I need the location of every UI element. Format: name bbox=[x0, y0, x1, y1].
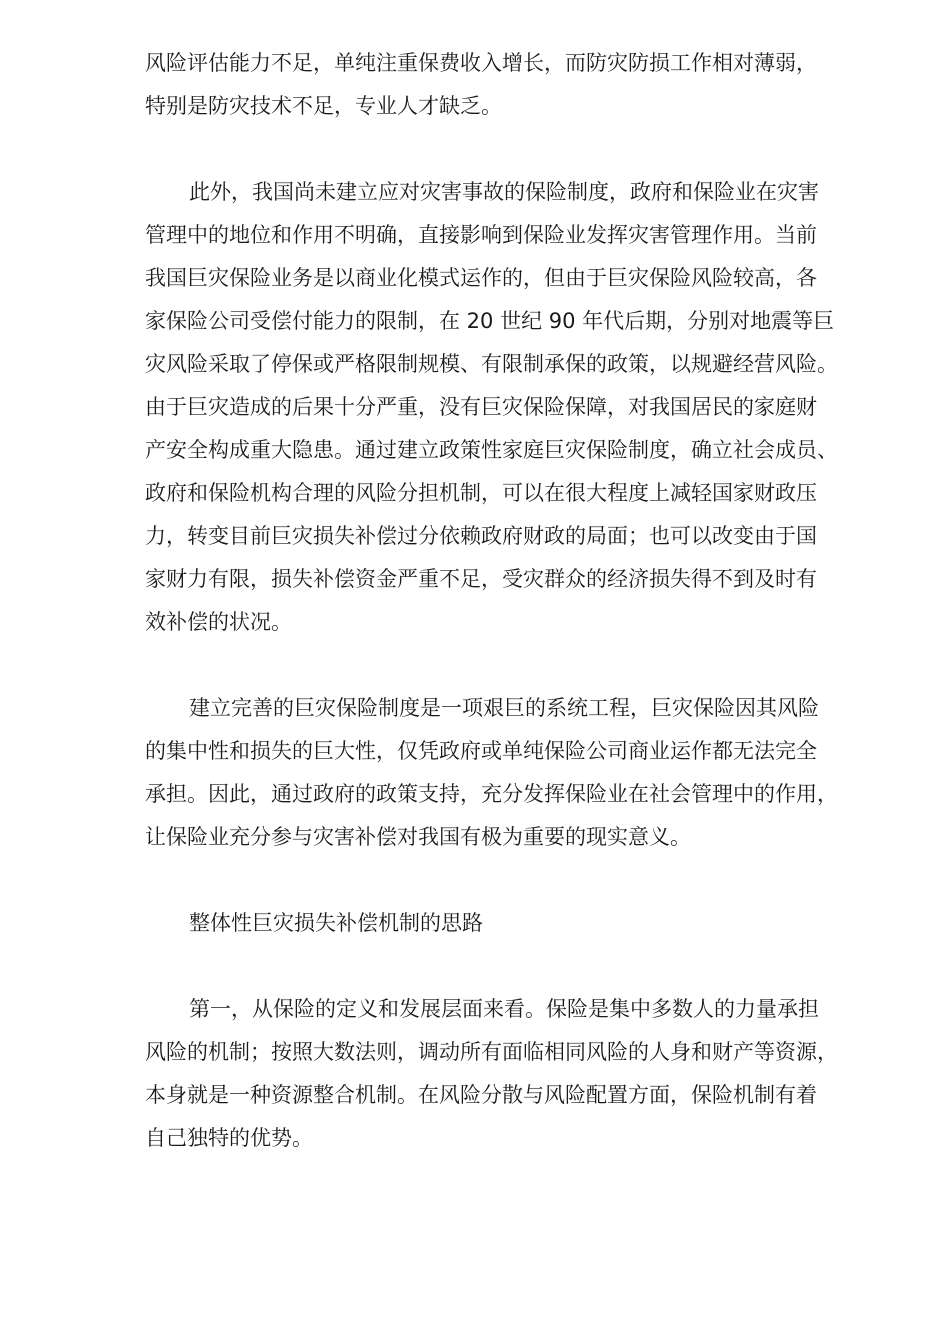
text-line: 政府和保险机构合理的风险分担机制，可以在很大程度上减轻国家财政压 bbox=[145, 481, 817, 505]
text-line: 效补偿的状况。 bbox=[145, 610, 292, 634]
text-line: 家财力有限，损失补偿资金严重不足，受灾群众的经济损失得不到及时有 bbox=[145, 567, 817, 591]
paragraph-system-building bbox=[145, 687, 875, 859]
text-line: 的集中性和损失的巨大性，仅凭政府或单纯保险公司商业运作都无法完全 bbox=[145, 739, 817, 763]
heading-text: 整体性巨灾损失补偿机制的思路 bbox=[189, 911, 483, 935]
text-line: 特别是防灾技术不足，专业人才缺乏。 bbox=[145, 94, 502, 118]
text-line: 此外，我国尚未建立应对灾害事故的保险制度，政府和保险业在灾害 bbox=[189, 180, 819, 204]
text-line: 第一，从保险的定义和发展层面来看。保险是集中多数人的力量承担 bbox=[189, 997, 819, 1021]
text-line: 风险的机制；按照大数法则，调动所有面临相同风险的人身和财产等资源， bbox=[145, 1040, 838, 1064]
text-line: 管理中的地位和作用不明确，直接影响到保险业发挥灾害管理作用。当前 bbox=[145, 223, 817, 247]
text-line: 灾风险采取了停保或严格限制规模、有限制承保的政策，以规避经营风险。 bbox=[145, 352, 838, 376]
text-line: 自己独特的优势。 bbox=[145, 1126, 313, 1150]
text-line: 力，转变目前巨灾损失补偿过分依赖政府财政的局面；也可以改变由于国 bbox=[145, 524, 817, 548]
text-line: 风险评估能力不足，单纯注重保费收入增长，而防灾防损工作相对薄弱， bbox=[145, 51, 817, 75]
text-line: 让保险业充分参与灾害补偿对我国有极为重要的现实意义。 bbox=[145, 825, 691, 849]
text-line: 建立完善的巨灾保险制度是一项艰巨的系统工程，巨灾保险因其风险 bbox=[189, 696, 819, 720]
text-line: 产安全构成重大隐患。通过建立政策性家庭巨灾保险制度，确立社会成员、 bbox=[145, 438, 838, 462]
paragraph-continuation bbox=[145, 42, 875, 128]
paragraph-catastrophe-insurance-status bbox=[145, 171, 875, 644]
text-line: 家保险公司受偿付能力的限制，在 20 世纪 90 年代后期，分别对地震等巨 bbox=[145, 309, 835, 333]
text-line: 承担。因此，通过政府的政策支持，充分发挥保险业在社会管理中的作用， bbox=[145, 782, 838, 806]
document-body bbox=[145, 42, 875, 1203]
paragraph-first-point bbox=[145, 988, 875, 1160]
text-line: 我国巨灾保险业务是以商业化模式运作的，但由于巨灾保险风险较高，各 bbox=[145, 266, 817, 290]
text-line: 由于巨灾造成的后果十分严重，没有巨灾保险保障，对我国居民的家庭财 bbox=[145, 395, 817, 419]
text-line: 本身就是一种资源整合机制。在风险分散与风险配置方面，保险机制有着 bbox=[145, 1083, 817, 1107]
section-heading bbox=[145, 902, 875, 945]
